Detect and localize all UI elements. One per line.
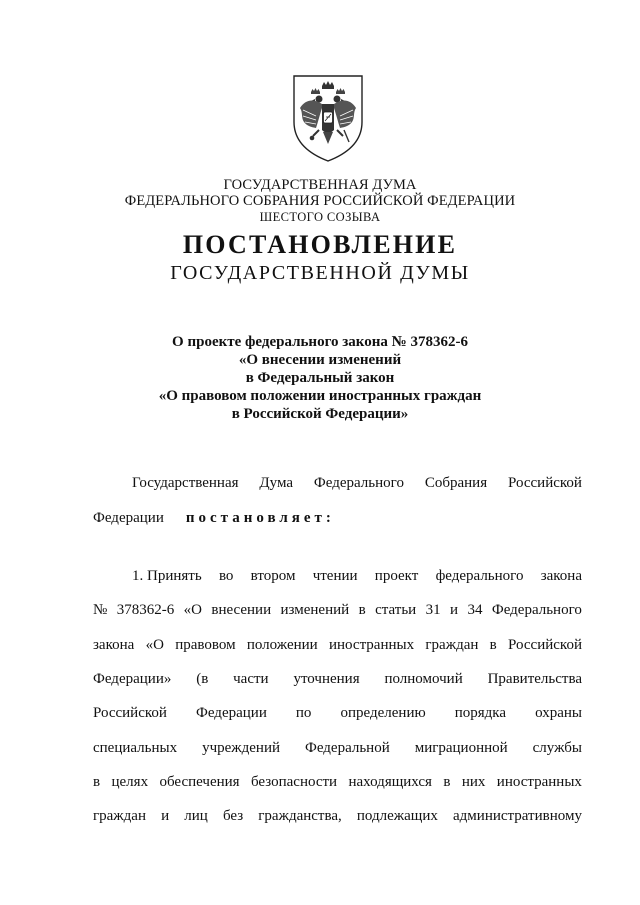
point-1-word: Правительства xyxy=(487,671,582,687)
convocation: ШЕСТОГО СОЗЫВА xyxy=(259,210,381,224)
point-1-word: иностранных xyxy=(328,637,415,653)
point-1-word: них xyxy=(461,774,486,790)
point-1-word: втором xyxy=(250,568,296,584)
point-1-word: изменений xyxy=(280,602,350,618)
org-name-line1: ГОСУДАРСТВЕННАЯ ДУМА xyxy=(223,177,417,193)
point-1-word: (в xyxy=(196,671,209,687)
point-1-word: во xyxy=(218,568,234,584)
point-1-word: миграционной xyxy=(414,740,508,756)
point-1-word: без xyxy=(222,808,244,824)
title-line-5: в Российской Федерации» xyxy=(231,406,409,422)
point-1-word: находящихся xyxy=(348,774,432,790)
point-1-word: граждан xyxy=(425,637,479,653)
point-1-word: административному xyxy=(453,808,582,824)
point-1-line xyxy=(93,807,582,825)
preamble-word: Федерального xyxy=(313,475,404,491)
preamble-line-1 xyxy=(132,474,582,492)
point-1-word: закона xyxy=(93,637,135,653)
point-1-line xyxy=(93,739,582,757)
point-1-word: граждан xyxy=(93,808,146,824)
point-1-word: 31 xyxy=(425,602,441,618)
point-1-word: безопасности xyxy=(250,774,338,790)
point-1-word: федерального xyxy=(435,568,524,584)
point-1-word: проект xyxy=(374,568,419,584)
point-1-word: «О xyxy=(183,602,202,618)
point-1-word: в xyxy=(93,774,101,790)
point-1-word: по xyxy=(295,705,312,721)
point-1-word: статьи xyxy=(375,602,417,618)
point-1-word: лиц xyxy=(184,808,208,824)
point-1-word: подлежащих xyxy=(356,808,438,824)
point-1-word: учреждений xyxy=(202,740,281,756)
preamble-line-2 xyxy=(93,509,582,527)
point-1-word: Федерального xyxy=(491,602,582,618)
title-line-4: «О правовом положении иностранных граждан xyxy=(158,388,482,404)
point-1-word: гражданства, xyxy=(258,808,342,824)
point-1-word: в xyxy=(358,602,366,618)
point-1-line xyxy=(93,670,582,688)
org-name-line2: ФЕДЕРАЛЬНОГО СОБРАНИЯ РОССИЙСКОЙ ФЕДЕРАЦИИ xyxy=(124,193,516,209)
point-1-word: закона xyxy=(540,568,582,584)
document-subtitle: ГОСУДАРСТВЕННОЙ ДУМЫ xyxy=(170,262,470,284)
resolves-verb: постановляет: xyxy=(185,510,335,526)
point-1-word: «О xyxy=(145,637,164,653)
point-1-word: порядка xyxy=(454,705,507,721)
point-1-word: части xyxy=(233,671,269,687)
point-1-word: внесении xyxy=(211,602,272,618)
point-1-line xyxy=(132,567,582,585)
point-1-word: Федерации» xyxy=(93,671,172,687)
point-1-word: Федерации xyxy=(196,705,267,721)
point-1-word: Российской xyxy=(508,637,582,653)
point-1-word: в xyxy=(443,774,451,790)
point-1-word: определению xyxy=(340,705,426,721)
preamble-word: Российской xyxy=(508,475,582,491)
point-1-word: и xyxy=(161,808,170,824)
point-1-line xyxy=(93,704,582,722)
point-1-word: и xyxy=(450,602,459,618)
point-1-word: обеспечения xyxy=(159,774,240,790)
point-1-word: специальных xyxy=(93,740,178,756)
state-emblem-icon xyxy=(289,72,367,164)
point-1-line xyxy=(93,601,582,619)
point-1-word: Российской xyxy=(93,705,167,721)
point-1-word: 378362-6 xyxy=(116,602,175,618)
preamble-word: Дума xyxy=(259,475,294,491)
point-1-word: полномочий xyxy=(384,671,463,687)
point-1-word: положении xyxy=(246,637,318,653)
point-1-word: службы xyxy=(532,740,582,756)
preamble-federation: Федерации xyxy=(93,510,164,526)
point-1-word: 1. Принять xyxy=(132,568,202,584)
preamble-word: Государственная xyxy=(132,475,239,491)
point-1-word: № xyxy=(93,602,108,618)
document-type: ПОСТАНОВЛЕНИЕ xyxy=(182,230,458,259)
point-1-word: в xyxy=(489,637,497,653)
point-1-line xyxy=(93,636,582,654)
point-1-word: Федеральной xyxy=(304,740,390,756)
preamble-word: Собрания xyxy=(424,475,488,491)
title-line-1: О проекте федерального закона № 378362-6 xyxy=(172,334,468,350)
point-1-word: охраны xyxy=(535,705,582,721)
point-1-word: уточнения xyxy=(293,671,360,687)
point-1-word: чтении xyxy=(312,568,358,584)
title-line-3: в Федеральный закон xyxy=(245,370,395,386)
point-1-word: 34 xyxy=(467,602,483,618)
point-1-line xyxy=(93,773,582,791)
point-1-word: правовом xyxy=(175,637,236,653)
title-line-2: «О внесении изменений xyxy=(238,352,402,368)
point-1-word: целях xyxy=(111,774,149,790)
point-1-word: иностранных xyxy=(496,774,582,790)
